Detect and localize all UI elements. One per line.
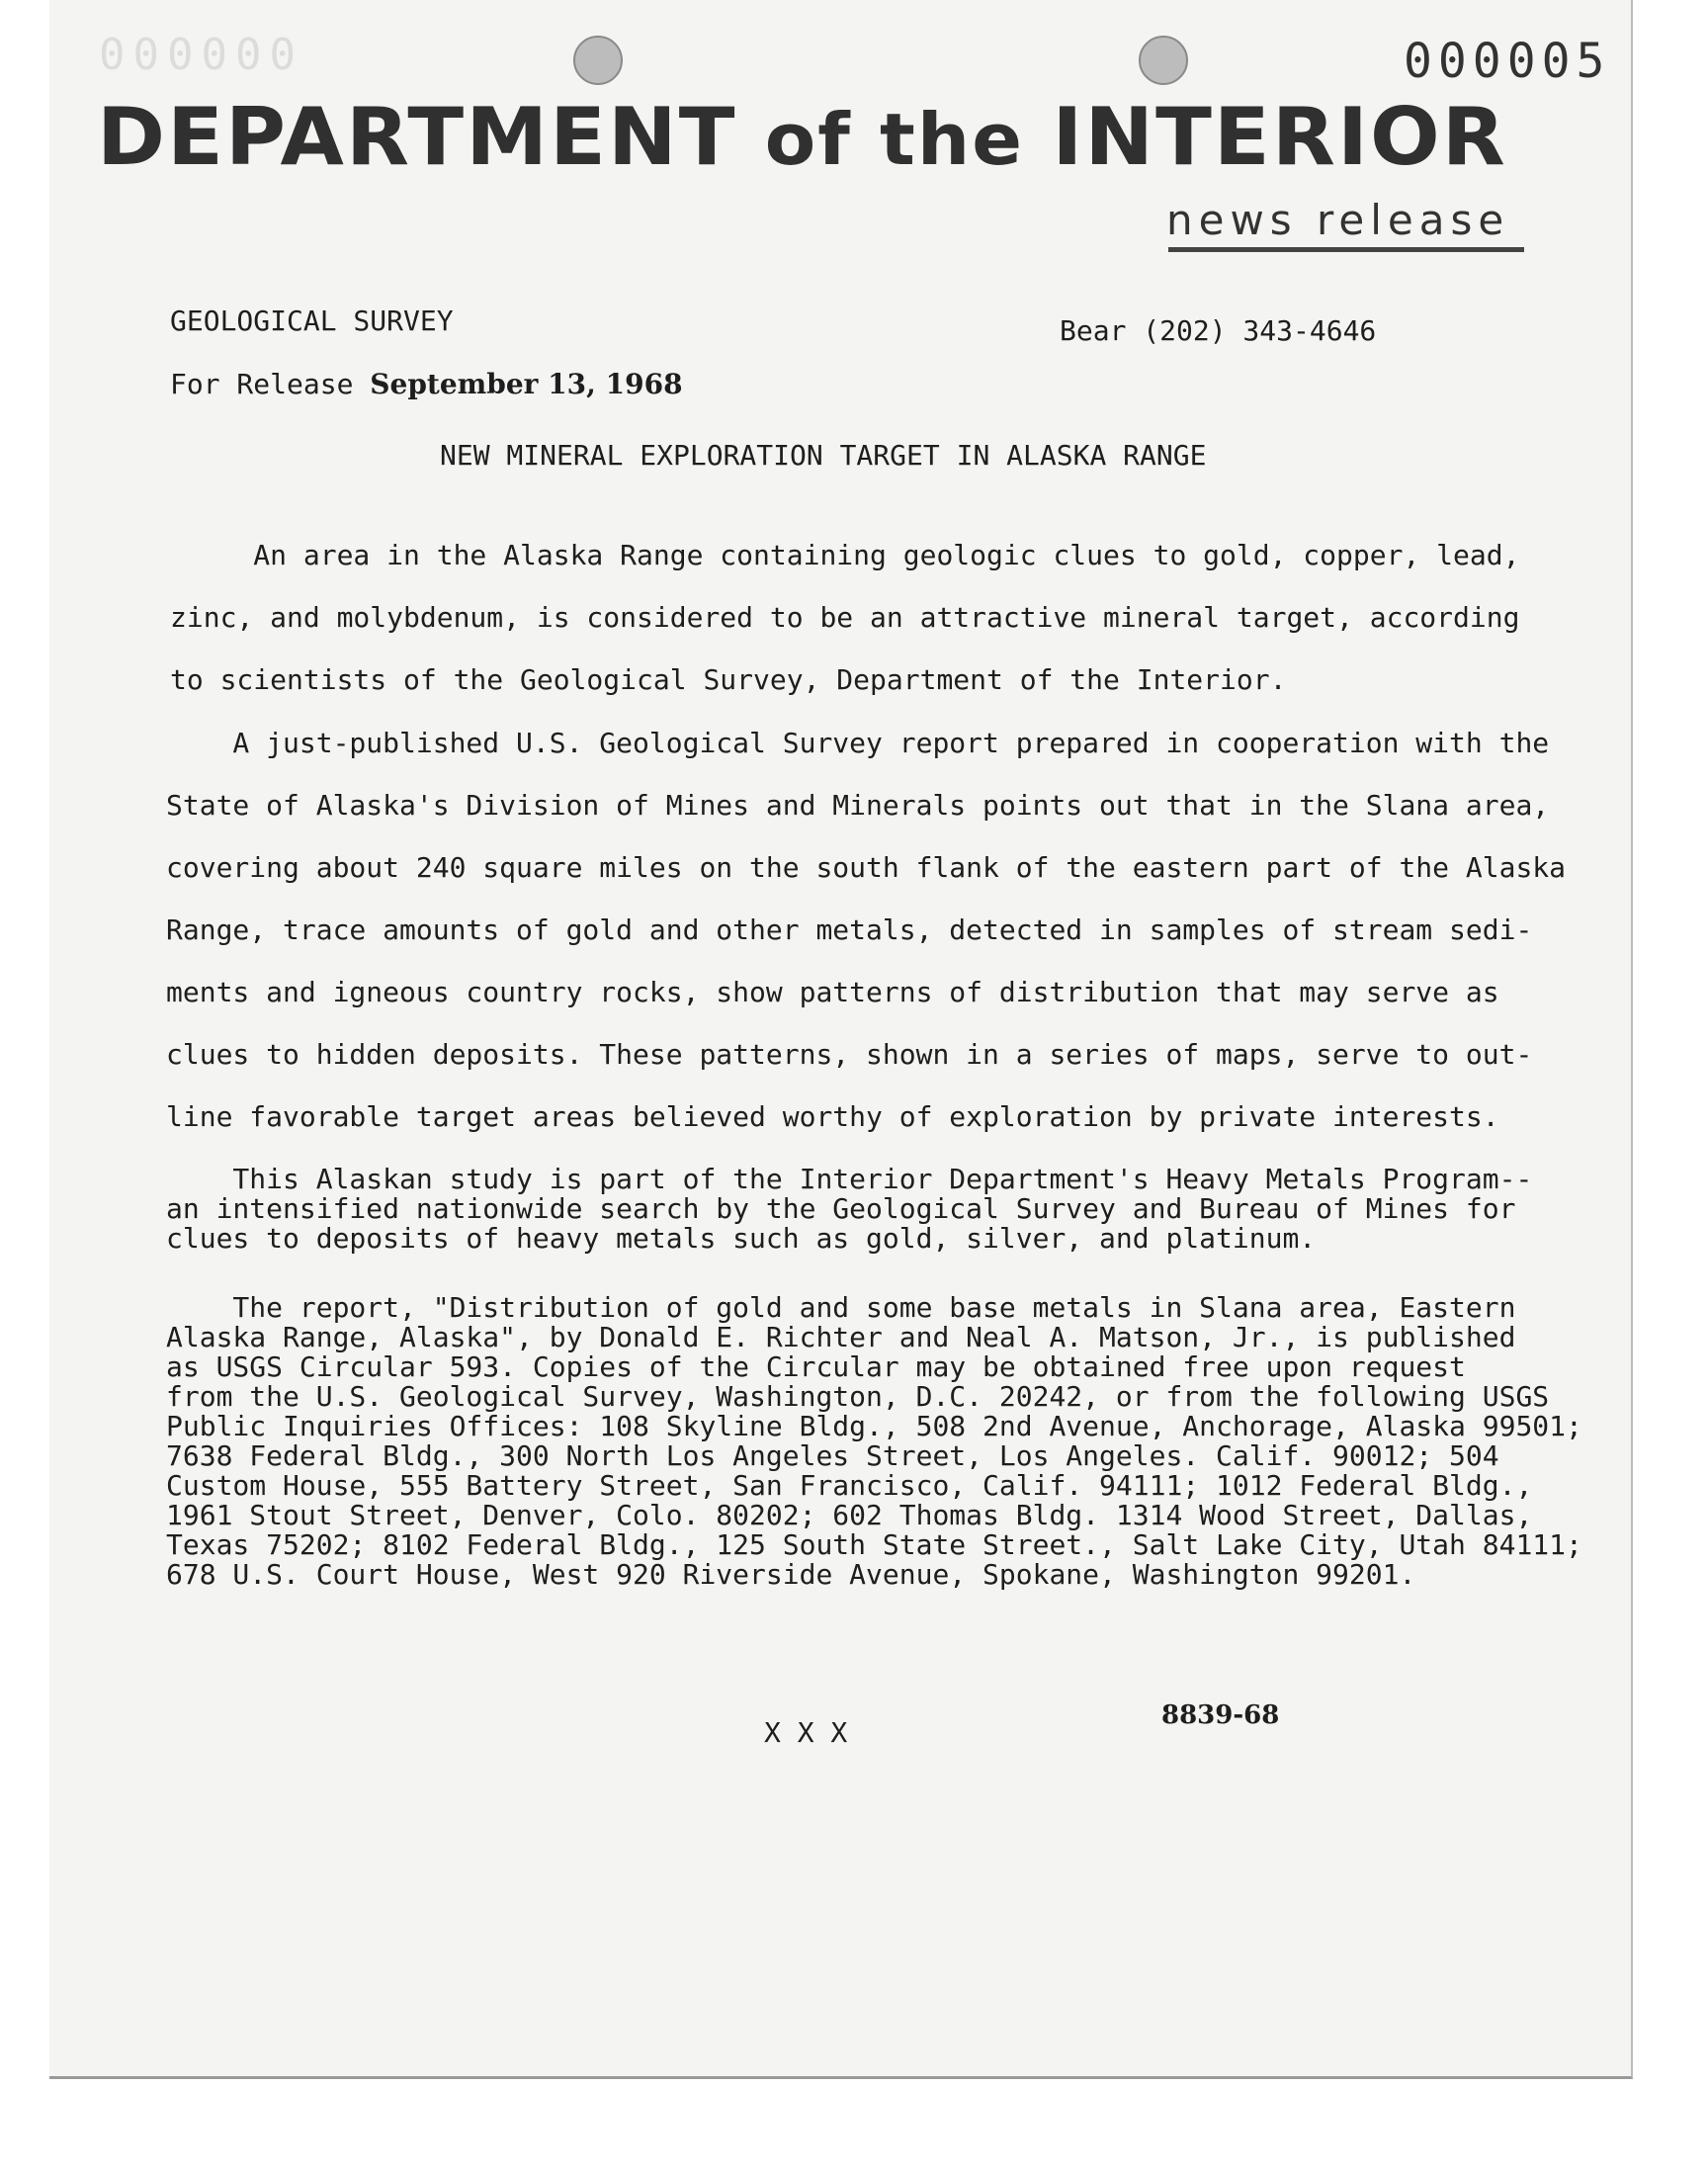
department-title <box>97 91 1639 183</box>
text-line: 7638 Federal Bldg., 300 North Los Angeles Street, Los Angeles. Calif. 90012; 504 <box>166 1439 1499 1472</box>
text-line: clues to deposits of heavy metals such as gold, silver, and platinum. <box>166 1222 1317 1255</box>
release-code: 8839-68 <box>1161 1700 1280 1730</box>
paragraph-2 <box>166 712 1566 1148</box>
text-line: line favorable target areas believed worthy of exploration by private interests. <box>166 1100 1499 1133</box>
text-line: The report, "Distribution of gold and some base metals in Slana area, Eastern <box>166 1291 1516 1324</box>
text-line: This Alaskan study is part of the Interior Department's Heavy Metals Program-- <box>166 1163 1533 1195</box>
punch-hole-right <box>1139 36 1188 85</box>
faint-stamp-number: 000000 <box>99 30 303 80</box>
text-line: 678 U.S. Court House, West 920 Riverside Avenue, Spokane, Washington 99201. <box>166 1558 1416 1591</box>
headline: NEW MINERAL EXPLORATION TARGET IN ALASKA RANGE <box>440 439 1207 472</box>
agency-name: GEOLOGICAL SURVEY <box>170 304 454 337</box>
release-label: For Release <box>170 368 354 400</box>
document-number: 000005 <box>1404 34 1611 89</box>
release-line <box>170 368 683 400</box>
text-line: Public Inquiries Offices: 108 Skyline Bldg., 508 2nd Avenue, Anchorage, Alaska 99501; <box>166 1410 1582 1442</box>
text-line: An area in the Alaska Range containing geologic clues to gold, copper, lead, <box>170 539 1520 571</box>
text-line: as USGS Circular 593. Copies of the Circular may be obtained free upon request <box>166 1350 1466 1383</box>
text-line: clues to hidden deposits. These patterns, shown in a series of maps, serve to out- <box>166 1038 1533 1071</box>
text-line: Alaska Range, Alaska", by Donald E. Richter and Neal A. Matson, Jr., is published <box>166 1321 1516 1353</box>
punch-hole-left <box>573 36 623 85</box>
text-line: covering about 240 square miles on the south flank of the eastern part of the Alaska <box>166 851 1567 884</box>
paragraph-1 <box>170 524 1519 711</box>
paragraph-4 <box>166 1293 1582 1590</box>
text-line: to scientists of the Geological Survey, Department of the Interior. <box>170 663 1287 696</box>
text-line: Texas 75202; 8102 Federal Bldg., 125 South State Street., Salt Lake City, Utah 84111; <box>166 1528 1582 1561</box>
end-mark: X X X <box>764 1716 848 1749</box>
text-line: Custom House, 555 Battery Street, San Francisco, Calif. 94111; 1012 Federal Bldg., <box>166 1469 1533 1502</box>
release-date: September 13, 1968 <box>370 368 683 400</box>
text-line: A just-published U.S. Geological Survey report prepared in cooperation with the <box>166 727 1550 759</box>
dept-title-word-2: of the <box>764 98 1025 181</box>
text-line: from the U.S. Geological Survey, Washington, D.C. 20242, or from the following USGS <box>166 1380 1550 1413</box>
dept-title-word-3: INTERIOR <box>1052 91 1507 183</box>
news-release-label: news release <box>1166 196 1510 244</box>
text-line: zinc, and molybdenum, is considered to be an attractive mineral target, according <box>170 601 1520 634</box>
text-line: State of Alaska's Division of Mines and Minerals points out that in the Slana area, <box>166 789 1550 822</box>
text-line: ments and igneous country rocks, show patterns of distribution that may serve as <box>166 976 1499 1008</box>
paragraph-3 <box>166 1165 1532 1254</box>
text-line: 1961 Stout Street, Denver, Colo. 80202; 602 Thomas Bldg. 1314 Wood Street, Dallas, <box>166 1499 1533 1531</box>
text-line: an intensified nationwide search by the Geological Survey and Bureau of Mines for <box>166 1192 1516 1225</box>
text-line: Range, trace amounts of gold and other metals, detected in samples of stream sedi- <box>166 914 1533 946</box>
contact-phone: Bear (202) 343-4646 <box>1060 314 1377 347</box>
news-release-underline <box>1168 247 1524 252</box>
dept-title-word-1: DEPARTMENT <box>97 91 737 183</box>
